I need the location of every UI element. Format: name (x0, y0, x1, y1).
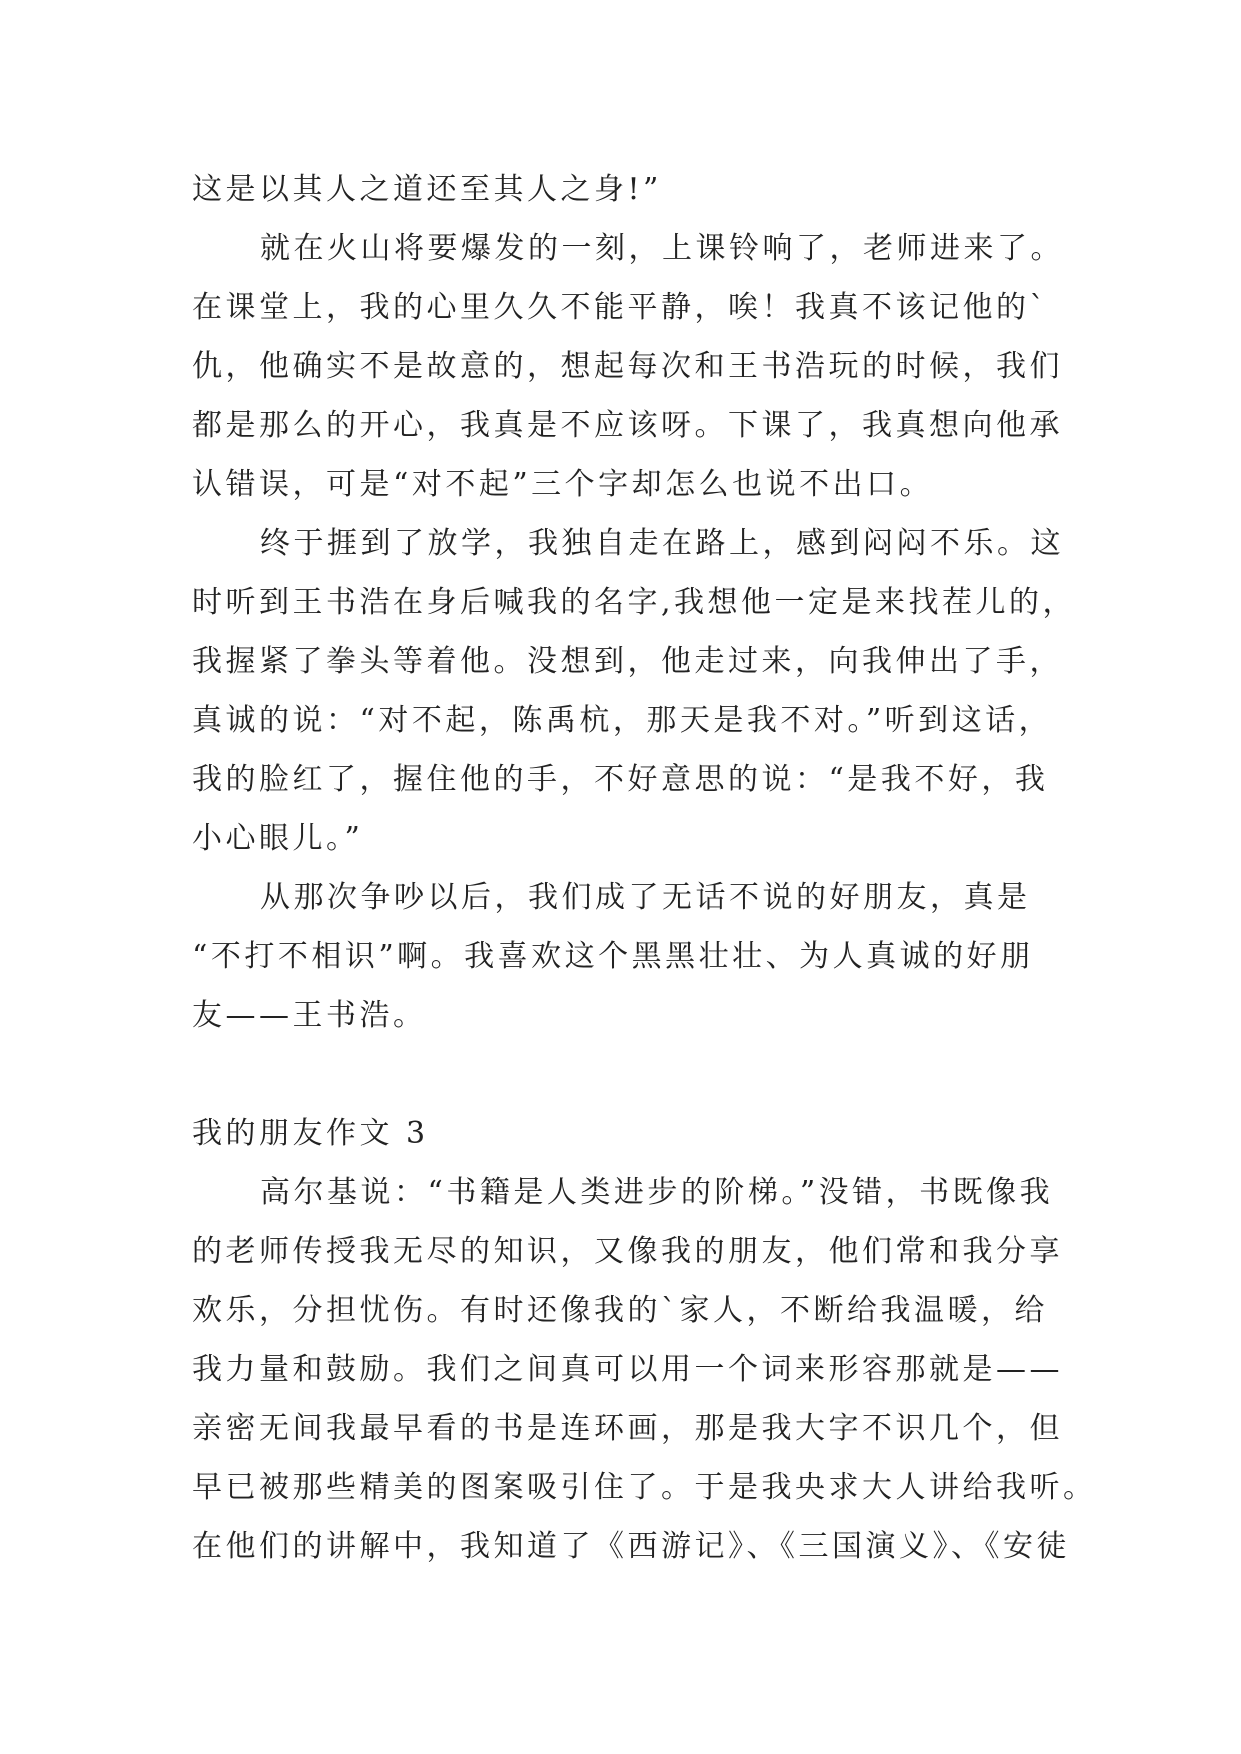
text-line: 小心眼儿。” (192, 821, 364, 856)
section-heading: 我的朋友作文 3 (192, 1116, 429, 1151)
text-line: 欢乐，分担忧伤。有时还像我的`家人，不断给我温暖，给 (192, 1293, 1048, 1328)
text-line: 都是那么的开心，我真是不应该呀。下课了，我真想向他承 (192, 408, 1063, 443)
text-line: 的老师传授我无尽的知识，又像我的朋友，他们常和我分享 (192, 1234, 1063, 1269)
text-line: 我力量和鼓励。我们之间真可以用一个词来形容那就是—— (192, 1352, 1063, 1387)
text-line: 时听到王书浩在身后喊我的名字,我想他一定是来找茬儿的， (192, 585, 1077, 620)
text-line: 这是以其人之道还至其人之身!” (192, 172, 662, 207)
text-line: 早已被那些精美的图案吸引住了。于是我央求大人讲给我听。 (192, 1470, 1097, 1505)
text-line: 亲密无间我最早看的书是连环画，那是我大字不识几个，但 (192, 1411, 1063, 1446)
essay-body (192, 160, 1097, 1576)
text-line: 友——王书浩。 (192, 998, 427, 1033)
text-line: 我握紧了拳头等着他。没想到，他走过来，向我伸出了手， (192, 644, 1063, 679)
paragraph-start-line: 从那次争吵以后，我们成了无话不说的好朋友，真是 (260, 880, 1031, 915)
text-line: 我的脸红了，握住他的手，不好意思的说：“是我不好，我 (192, 762, 1049, 797)
paragraph-start-line: 就在火山将要爆发的一刻，上课铃响了，老师进来了。 (260, 231, 1064, 266)
text-line: 在他们的讲解中，我知道了《西游记》、《三国演义》、《安徒 (192, 1529, 1070, 1564)
text-line: 真诚的说：“对不起，陈禹杭，那天是我不对。”听到这话， (192, 703, 1053, 738)
section-gap (192, 1045, 1072, 1104)
paragraph-start-line: 终于捱到了放学，我独自走在路上，感到闷闷不乐。这 (260, 526, 1064, 561)
text-line: 在课堂上，我的心里久久不能平静，唉！我真不该记他的` (192, 290, 1048, 325)
paragraph-start-line: 高尔基说：“书籍是人类进步的阶梯。”没错，书既像我 (260, 1175, 1054, 1210)
text-line: “不打不相识”啊。我喜欢这个黑黑壮壮、为人真诚的好朋 (192, 939, 1034, 974)
text-line: 仇，他确实不是故意的，想起每次和王书浩玩的时候，我们 (192, 349, 1063, 384)
text-line: 认错误，可是“对不起”三个字却怎么也说不出口。 (192, 467, 934, 502)
